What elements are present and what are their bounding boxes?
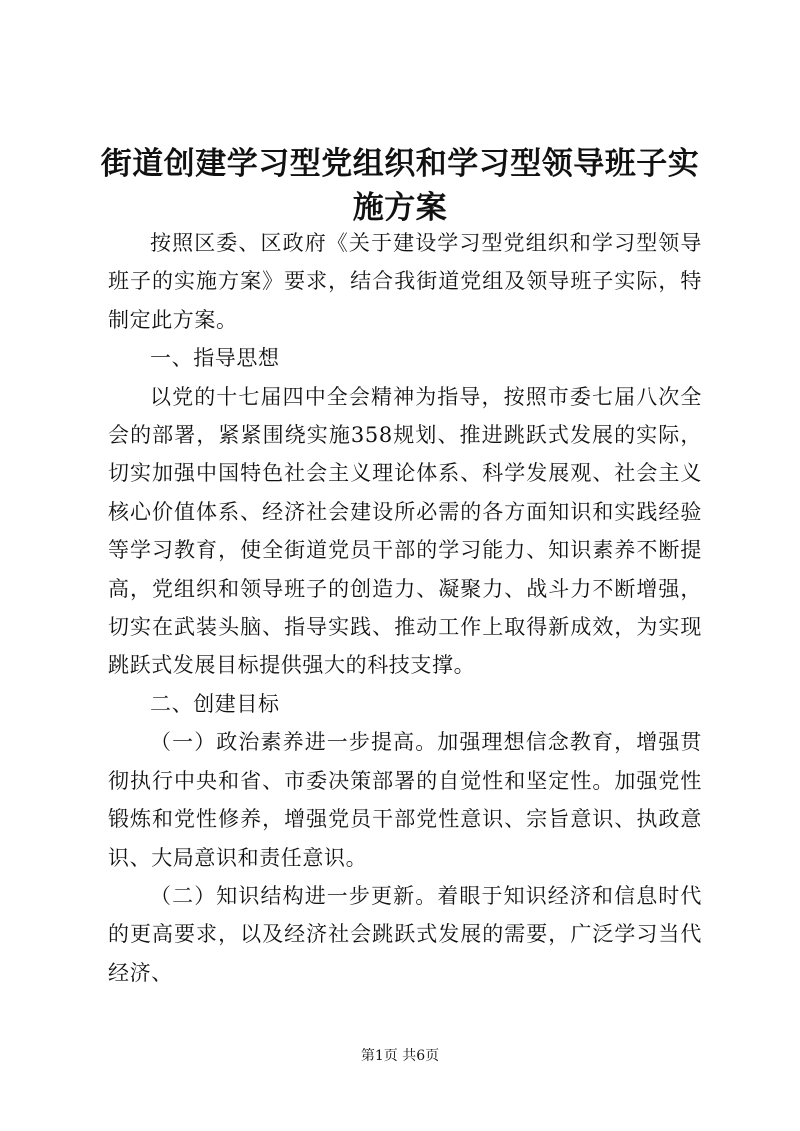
guiding-ideology-paragraph: 以党的十七届四中全会精神为指导，按照市委七届八次全会的部署，紧紧围绕实施358规划、推进跳跃式发展的实际，切实加强中国特色社会主义理论体系、科学发展观、社会主义核心价值体系、经济社会建设所必需的各方面知识和实践经验等学习教育，使全街道党员干部的学习能力、知识素养不断提高，党组织和领导班子的创造力、凝聚力、战斗力不断增强，切实在武装头脑、指导实践、推动工作上取得新成效，为实现跳跃式发展目标提供强大的科技支撑。 <box>108 384 702 678</box>
document-title: 街道创建学习型党组织和学习型领导班子实施方案 <box>100 146 700 226</box>
document-body <box>108 224 702 992</box>
goal-political-paragraph: （一）政治素养进一步提高。加强理想信念教育，增强贯彻执行中央和省、市委决策部署的自觉性和坚定性。加强党性锻炼和党性修养，增强党员干部党性意识、宗旨意识、执政意识、大局意识和责任意识。 <box>108 730 702 870</box>
page-footer: 第1页 共6页 <box>360 1048 440 1064</box>
goal-knowledge-paragraph: （二）知识结构进一步更新。着眼于知识经济和信息时代的更高要求，以及经济社会跳跃式发展的需要，广泛学习当代经济、 <box>108 883 702 985</box>
intro-paragraph: 按照区委、区政府《关于建设学习型党组织和学习型领导班子的实施方案》要求，结合我街道党组及领导班子实际，特制定此方案。 <box>108 231 702 332</box>
section-heading-goals: 二、创建目标 <box>150 691 280 716</box>
section-heading-guiding-ideology: 一、指导思想 <box>150 346 280 371</box>
